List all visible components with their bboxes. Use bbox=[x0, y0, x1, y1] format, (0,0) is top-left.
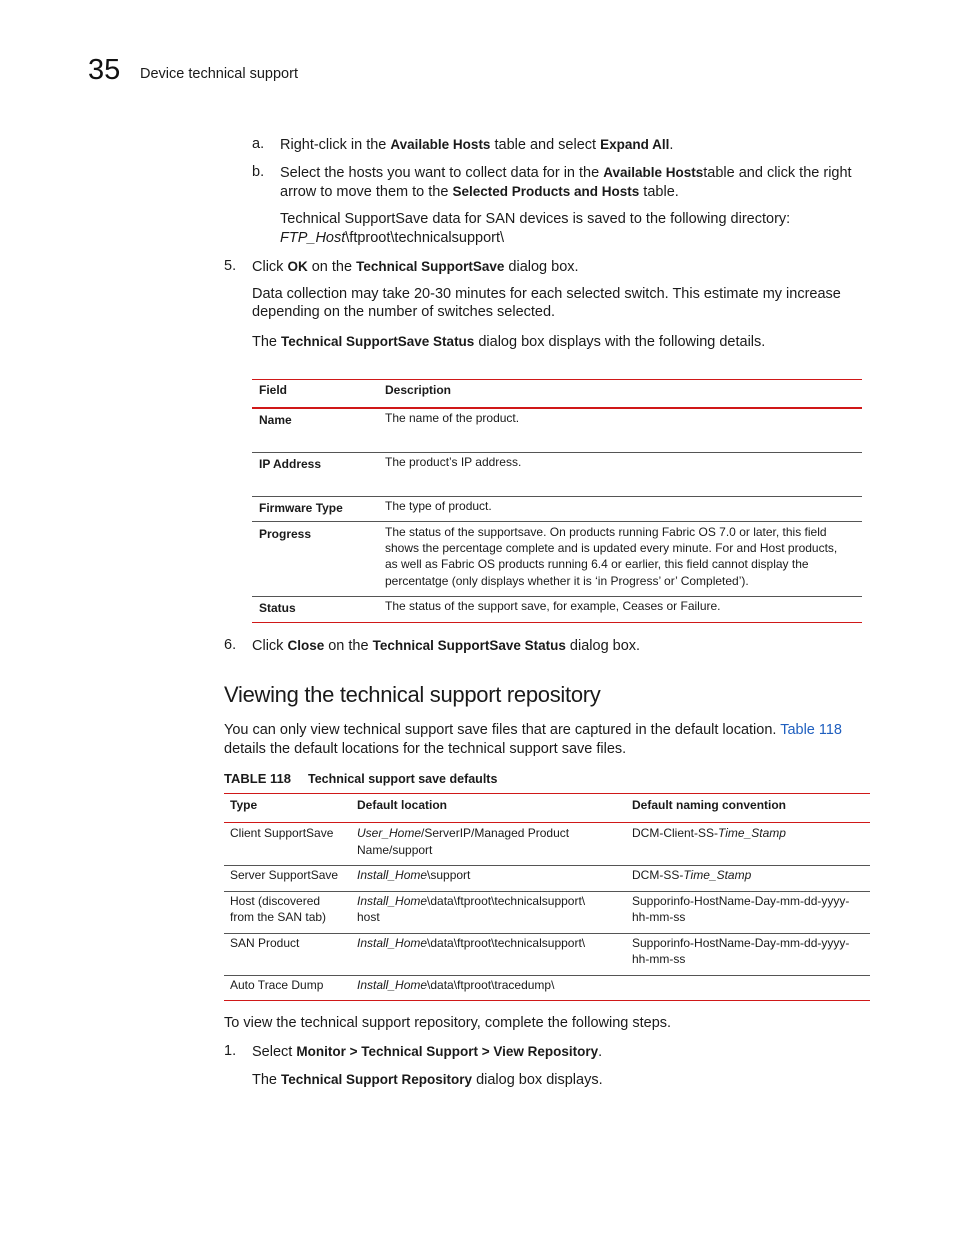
section-intro-line1: You can only view technical support save files that are captured in the default location. Table 118 bbox=[224, 722, 842, 738]
step-1-result: The Technical Support Repository dialog box displays. bbox=[252, 1072, 603, 1088]
status-row-desc: The type of product. bbox=[385, 499, 492, 513]
step-1-text: Select Monitor > Technical Support > View Repository. bbox=[252, 1044, 603, 1060]
step-a-text: Right-click in the Available Hosts table and select Expand All. bbox=[280, 137, 674, 153]
t118-cell-location: Install_Home\support bbox=[357, 868, 471, 882]
status-row-desc: The status of the supportsave. On products running Fabric OS 7.0 or later, this field bbox=[385, 525, 827, 539]
t118-cell-naming: DCM-SS-Time_Stamp bbox=[632, 868, 752, 882]
t118-cell-location: Install_Home\data\ftproot\technicalsupport\ bbox=[357, 894, 586, 908]
t118-cell-location: Install_Home\data\ftproot\technicalsupport\ bbox=[357, 936, 586, 950]
t118-cell-naming: hh-mm-ss bbox=[632, 952, 686, 966]
status-header-description: Description bbox=[385, 383, 452, 397]
step-6-marker: 6. bbox=[224, 637, 237, 653]
step-1-marker: 1. bbox=[224, 1043, 237, 1059]
note-directory: Technical SupportSave data for SAN devices is saved to the following directory: bbox=[280, 211, 791, 227]
status-row-desc: shows the percentage complete and is updated every minute. For and Host products, bbox=[385, 541, 838, 555]
t118-header-location: Default location bbox=[357, 798, 448, 812]
t118-cell-type: Auto Trace Dump bbox=[230, 978, 324, 992]
row-divider bbox=[224, 933, 870, 934]
step-a-marker: a. bbox=[252, 136, 265, 152]
t118-cell-type: Host (discovered bbox=[230, 894, 321, 908]
table-header-rule bbox=[224, 822, 870, 823]
t118-cell-location: Install_Home\data\ftproot\tracedump\ bbox=[357, 978, 555, 992]
table-header-rule bbox=[252, 407, 862, 409]
status-row-field: Progress bbox=[259, 527, 312, 541]
row-divider bbox=[252, 596, 862, 597]
status-row-desc: The product’s IP address. bbox=[385, 455, 522, 469]
status-row-desc: percentatge (only displays whether it is ‘in Progress’ or’ Completed’). bbox=[385, 574, 749, 588]
t118-cell-naming: Supporinfo-HostName-Day-mm-dd-yyyy- bbox=[632, 936, 850, 950]
t118-header-type: Type bbox=[230, 798, 258, 812]
table-top-rule bbox=[224, 793, 870, 794]
row-divider bbox=[252, 452, 862, 453]
section-intro-line2: details the default locations for the technical support save files. bbox=[224, 741, 627, 757]
status-header-field: Field bbox=[259, 383, 288, 397]
status-row-field: Status bbox=[259, 601, 296, 615]
chapter-title: Device technical support bbox=[140, 66, 298, 82]
status-row-field: Name bbox=[259, 413, 292, 427]
row-divider bbox=[224, 975, 870, 976]
t118-cell-naming: hh-mm-ss bbox=[632, 910, 686, 924]
step-b-marker: b. bbox=[252, 164, 265, 180]
table-bottom-rule bbox=[224, 1000, 870, 1001]
step-6-text: Click Close on the Technical SupportSave Status dialog box. bbox=[252, 638, 641, 654]
status-row-desc: The name of the product. bbox=[385, 411, 520, 425]
row-divider bbox=[224, 891, 870, 892]
section-heading: Viewing the technical support repository bbox=[224, 682, 601, 707]
step-5-para2: The Technical SupportSave Status dialog box displays with the following details. bbox=[252, 334, 766, 350]
t118-cell-type: Server SupportSave bbox=[230, 868, 339, 882]
step-5-text: Click OK on the Technical SupportSave dialog box. bbox=[252, 259, 579, 275]
t118-cell-naming: DCM-Client-SS-Time_Stamp bbox=[632, 826, 786, 840]
row-divider bbox=[252, 496, 862, 497]
t118-cell-location: host bbox=[357, 910, 380, 924]
step-b-text: Select the hosts you want to collect data for in the Available Hoststable and click the right bbox=[280, 165, 852, 181]
status-row-desc: as well as Fabric OS products running 6.4 or earlier, this field cannot display the bbox=[385, 557, 809, 571]
step-5-para1-line1: Data collection may take 20-30 minutes for each selected switch. This estimate my increase bbox=[252, 286, 841, 302]
t118-cell-type: Client SupportSave bbox=[230, 826, 334, 840]
status-row-field: Firmware Type bbox=[259, 501, 343, 515]
step-5-para1-line2: depending on the number of switches selected. bbox=[252, 304, 556, 320]
note-path: FTP_Host\ftproot\technicalsupport\ bbox=[280, 230, 505, 246]
status-row-desc: The status of the support save, for example, Ceases or Failure. bbox=[385, 599, 721, 613]
chapter-number: 35 bbox=[88, 54, 121, 86]
row-divider bbox=[252, 521, 862, 522]
row-divider bbox=[224, 865, 870, 866]
table-caption-label: TABLE 118 bbox=[224, 771, 291, 786]
t118-header-naming: Default naming convention bbox=[632, 798, 787, 812]
t118-cell-type: SAN Product bbox=[230, 936, 300, 950]
table-118-link[interactable]: Table 118 bbox=[780, 722, 842, 738]
t118-cell-location: Name/support bbox=[357, 843, 433, 857]
step-b-text-line2: arrow to move them to the Selected Products and Hosts table. bbox=[280, 184, 679, 200]
table-118-caption bbox=[224, 771, 497, 786]
step-5-marker: 5. bbox=[224, 258, 237, 274]
table-caption-title: Technical support save defaults bbox=[308, 772, 498, 786]
t118-cell-type: from the SAN tab) bbox=[230, 910, 327, 924]
closing-line: To view the technical support repository, complete the following steps. bbox=[224, 1015, 672, 1031]
table-top-rule bbox=[252, 379, 862, 380]
table-bottom-rule bbox=[252, 622, 862, 623]
t118-cell-location: User_Home/ServerIP/Managed Product bbox=[357, 826, 570, 840]
t118-cell-naming: Supporinfo-HostName-Day-mm-dd-yyyy- bbox=[632, 894, 850, 908]
status-row-field: IP Address bbox=[259, 457, 322, 471]
